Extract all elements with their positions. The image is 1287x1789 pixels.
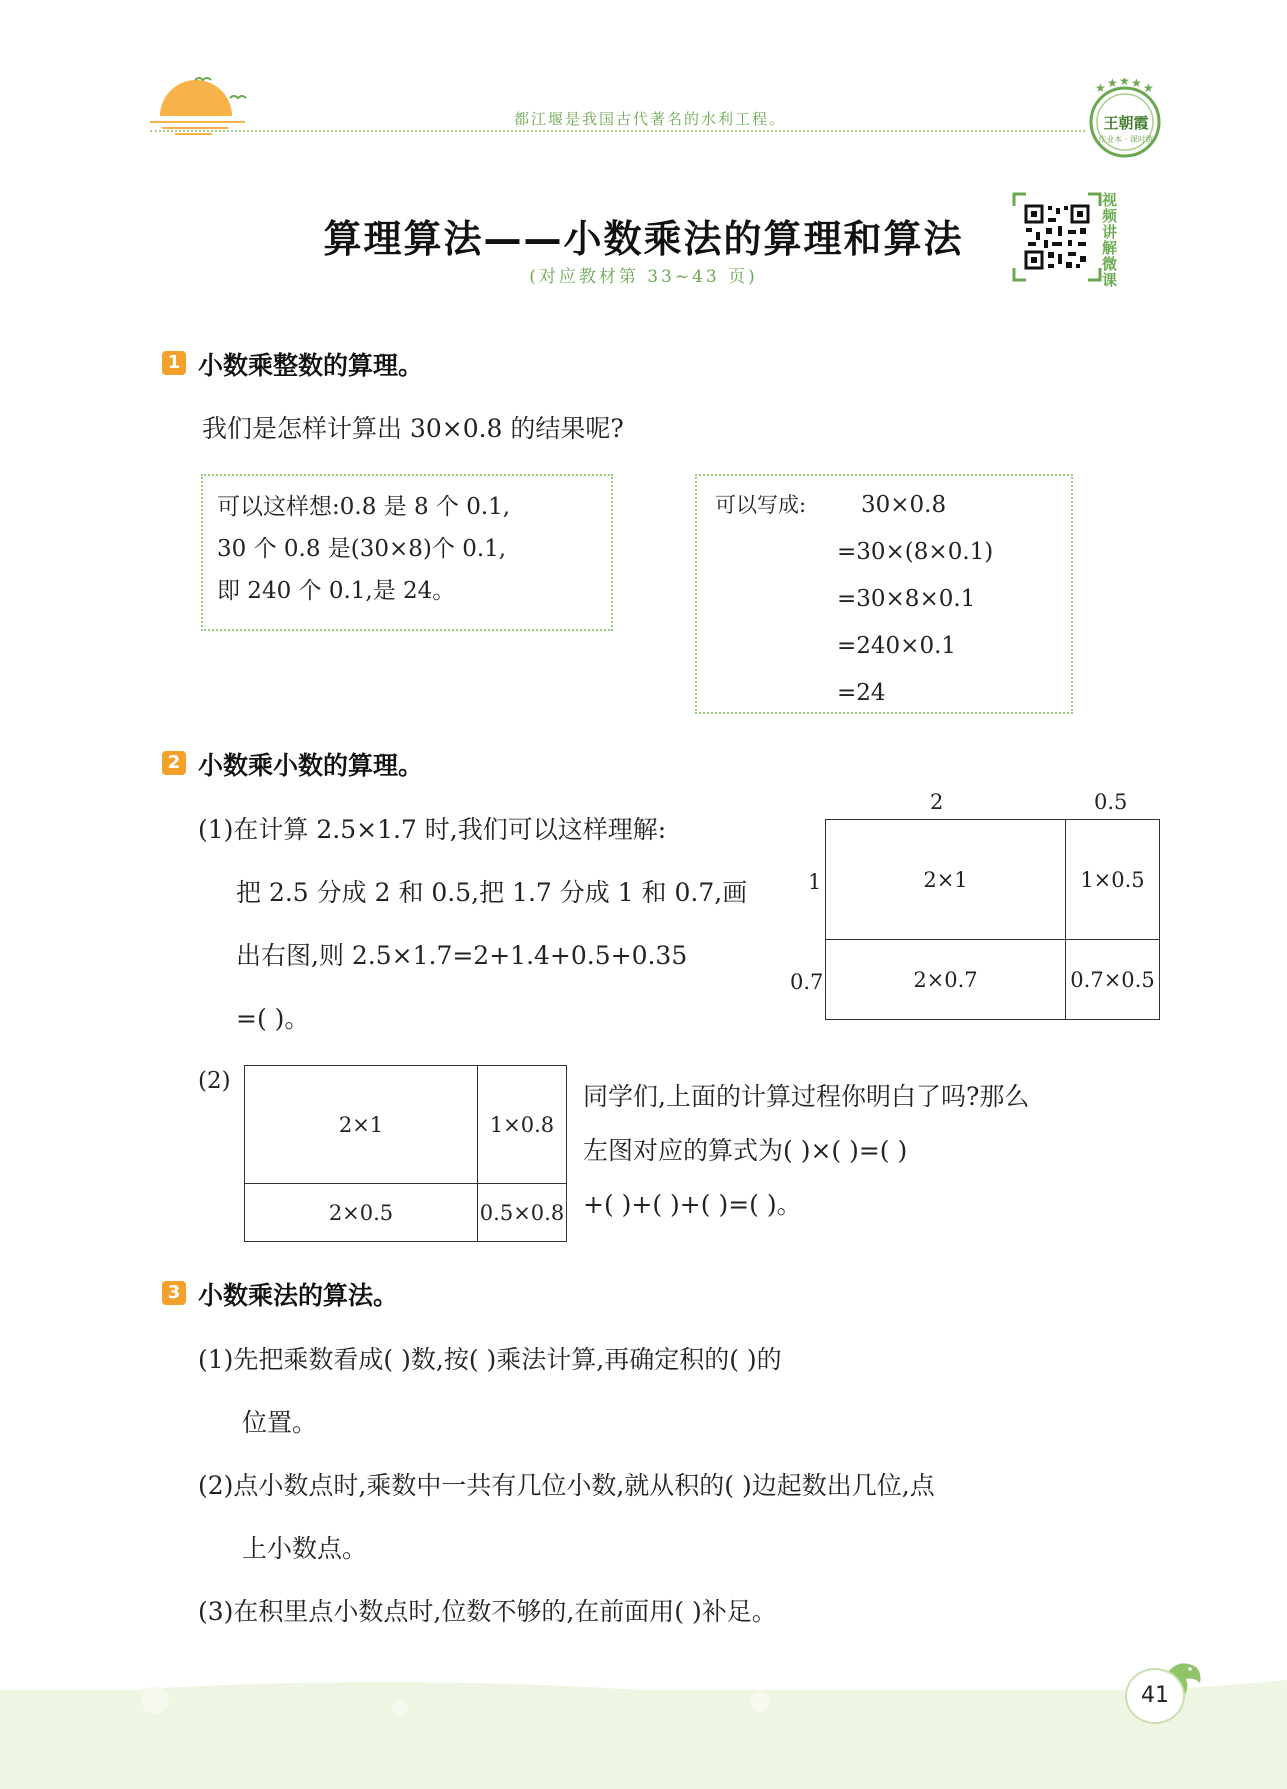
reasoning-box [201, 474, 613, 631]
grid1-row-label-2: 0.7 [790, 970, 824, 994]
calculation-line-5: =24 [837, 680, 886, 706]
grid1-col-label-2: 0.5 [1094, 790, 1128, 814]
part2-line-3: +( )+( )+( )=( )。 [583, 1190, 802, 1219]
calculation-line-4: =240×0.1 [837, 633, 957, 659]
part1-line-4: =( )。 [236, 1004, 310, 1033]
grid2-area-model [244, 1065, 567, 1242]
grid1-area-model [825, 819, 1160, 1020]
svg-text:★: ★ [1107, 78, 1118, 90]
section-1-title: 小数乘整数的算理。 [198, 351, 424, 380]
grid2-cell: 2×1 [245, 1066, 478, 1184]
header-motto: 都江堰是我国古代著名的水利工程。 [513, 110, 786, 128]
calculation-line-3: =30×8×0.1 [837, 586, 976, 612]
svg-text:★: ★ [1143, 81, 1154, 95]
rule-1-line-1: (1)先把乘数看成( )数,按( )乘法计算,再确定积的( )的 [198, 1345, 782, 1374]
calculation-label: 可以写成: [715, 493, 807, 517]
reasoning-line-1: 可以这样想:0.8 是 8 个 0.1, [217, 494, 511, 520]
calculation-line-2: =30×(8×0.1) [837, 539, 994, 565]
svg-text:★: ★ [1131, 78, 1142, 90]
qr-caption: 视频讲解微课 [1102, 191, 1118, 289]
calculation-line-1: 30×0.8 [861, 492, 947, 518]
badge-subtext: 作业本 · 课时练 [1098, 135, 1154, 144]
part1-line-1: (1)在计算 2.5×1.7 时,我们可以这样理解: [198, 815, 667, 844]
rule-3: (3)在积里点小数点时,位数不够的,在前面用( )补足。 [198, 1597, 777, 1626]
grid1-cell: 2×1 [826, 820, 1066, 940]
grid1-cell: 2×0.7 [826, 940, 1066, 1020]
part2-label: (2) [198, 1068, 231, 1094]
reasoning-line-2: 30 个 0.8 是(30×8)个 0.1, [217, 536, 507, 562]
grid1-col-label-1: 2 [930, 790, 944, 814]
rule-2-line-2: 上小数点。 [242, 1534, 368, 1563]
rule-1-line-2: 位置。 [242, 1408, 318, 1437]
page-subtitle: (对应教材第 33~43 页) [529, 267, 758, 287]
grid1-cell: 1×0.5 [1066, 820, 1160, 940]
part1-line-3: 出右图,则 2.5×1.7=2+1.4+0.5+0.35 [236, 941, 688, 970]
header-divider [150, 130, 1085, 132]
section-1-question: 我们是怎样计算出 30×0.8 的结果呢? [202, 414, 624, 443]
page-number: 41 [1125, 1668, 1185, 1724]
grid2-cell: 2×0.5 [245, 1184, 478, 1242]
part1-line-2: 把 2.5 分成 2 和 0.5,把 1.7 分成 1 和 0.7,画 [236, 878, 748, 907]
grid2-cell: 0.5×0.8 [478, 1184, 567, 1242]
svg-text:★: ★ [1095, 81, 1106, 95]
sun-logo-icon [150, 70, 260, 150]
svg-text:★: ★ [1119, 78, 1130, 88]
section-2-number: 2 [162, 751, 186, 775]
rule-2-line-1: (2)点小数点时,乘数中一共有几位小数,就从积的( )边起数出几位,点 [198, 1471, 935, 1500]
grid1-cell: 0.7×0.5 [1066, 940, 1160, 1020]
footer-wave [0, 1660, 1287, 1720]
part2-line-1: 同学们,上面的计算过程你明白了吗?那么 [583, 1082, 1030, 1111]
section-3-number: 3 [162, 1281, 186, 1305]
section-3-title: 小数乘法的算法。 [198, 1281, 399, 1310]
calculation-box [695, 474, 1073, 714]
reasoning-line-3: 即 240 个 0.1,是 24。 [217, 578, 456, 604]
section-1-number: 1 [162, 351, 186, 375]
section-2-title: 小数乘小数的算理。 [198, 751, 424, 780]
grid2-cell: 1×0.8 [478, 1066, 567, 1184]
page-title: 算理算法——小数乘法的算理和算法 [323, 217, 964, 261]
part2-line-2: 左图对应的算式为( )×( )=( ) [583, 1136, 908, 1165]
grid1-row-label-1: 1 [808, 870, 822, 894]
badge-text: 王朝霞 [1103, 114, 1149, 132]
